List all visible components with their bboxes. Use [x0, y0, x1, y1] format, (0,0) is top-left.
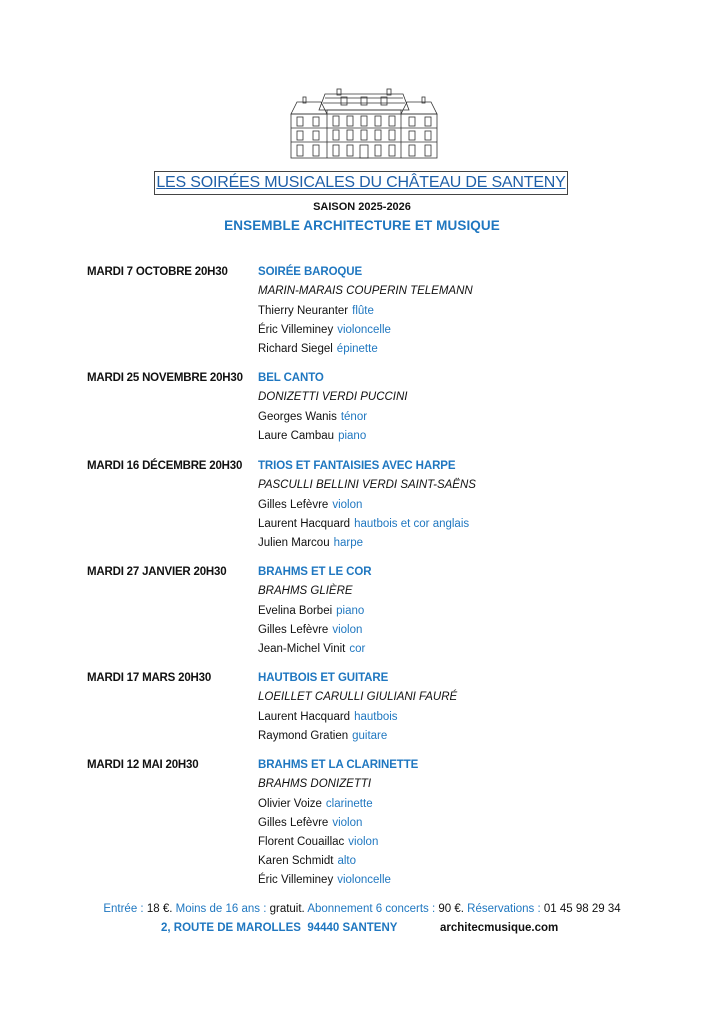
ensemble-name: ENSEMBLE ARCHITECTURE ET MUSIQUE [224, 218, 500, 233]
musician-instrument: guitare [352, 730, 388, 742]
musician-name: Gilles Lefèvre [258, 624, 329, 636]
concert-date: MARDI 16 DÉCEMBRE 20H30 [87, 460, 243, 472]
page-title: LES SOIRÉES MUSICALES DU CHÂTEAU DE SANTENY [156, 174, 566, 191]
concert-title: TRIOS ET FANTAISIES AVEC HARPE [258, 460, 456, 472]
concert-composers: BRAHMS DONIZETTI [258, 778, 372, 790]
musician-item [258, 835, 391, 854]
musician-instrument: violoncelle [337, 324, 391, 336]
musician-instrument: piano [338, 430, 367, 442]
musician-instrument: violon [348, 836, 379, 848]
subscription-label: Abonnement 6 concerts : [307, 903, 436, 915]
musician-name: Thierry Neuranter [258, 305, 349, 317]
entry-value: 18 €. [146, 903, 173, 915]
concert-title: BRAHMS ET LE COR [258, 566, 372, 578]
musician-instrument: flûte [352, 305, 374, 317]
musician-instrument: violon [332, 817, 363, 829]
reservations-phone: 01 45 98 29 34 [543, 903, 621, 915]
concert-composers: BRAHMS GLIÈRE [258, 585, 353, 597]
under16-value: gratuit. [269, 903, 305, 915]
musician-item [258, 536, 469, 555]
musician-instrument: violon [332, 624, 363, 636]
concert-composers: MARIN-MARAIS COUPERIN TELEMANN [258, 285, 473, 297]
concert-title: HAUTBOIS ET GUITARE [258, 672, 389, 684]
musician-item [258, 816, 391, 835]
musician-instrument: alto [337, 855, 356, 867]
musician-name: Laure Cambau [258, 430, 335, 442]
musician-name: Gilles Lefèvre [258, 817, 329, 829]
musician-instrument: harpe [333, 537, 364, 549]
musician-item [258, 429, 367, 448]
title-box [154, 171, 568, 195]
musician-list [258, 797, 391, 892]
musician-instrument: piano [336, 605, 365, 617]
under16-label: Moins de 16 ans : [175, 903, 267, 915]
musician-instrument: ténor [340, 411, 368, 423]
musician-item [258, 323, 391, 342]
musician-name: Richard Siegel [258, 343, 333, 355]
musician-instrument: hautbois et cor anglais [354, 518, 470, 530]
chateau-logo [289, 88, 439, 160]
concert-date: MARDI 25 NOVEMBRE 20H30 [87, 372, 243, 384]
musician-item [258, 642, 365, 661]
musician-name: Evelina Borbei [258, 605, 333, 617]
concert-title: SOIRÉE BAROQUE [258, 266, 363, 278]
musician-instrument: violon [332, 499, 363, 511]
concert-date: MARDI 17 MARS 20H30 [87, 672, 212, 684]
musician-instrument: hautbois [354, 711, 398, 723]
musician-list [258, 304, 391, 361]
musician-name: Florent Couaillac [258, 836, 345, 848]
concert-title: BRAHMS ET LA CLARINETTE [258, 759, 419, 771]
musician-item [258, 873, 391, 892]
musician-instrument: violoncelle [337, 874, 391, 886]
musician-name: Éric Villeminey [258, 324, 334, 336]
musician-item [258, 854, 391, 873]
concert-date: MARDI 27 JANVIER 20H30 [87, 566, 227, 578]
musician-list [258, 604, 365, 661]
musician-item [258, 410, 367, 429]
website-link[interactable]: architecmusique.com [440, 922, 559, 934]
musician-instrument: clarinette [325, 798, 373, 810]
musician-item [258, 342, 391, 361]
musician-list [258, 410, 367, 448]
musician-name: Éric Villeminey [258, 874, 334, 886]
musician-instrument: épinette [336, 343, 378, 355]
musician-item [258, 797, 391, 816]
concert-composers: LOEILLET CARULLI GIULIANI FAURÉ [258, 691, 458, 703]
musician-name: Georges Wanis [258, 411, 337, 423]
concert-title: BEL CANTO [258, 372, 324, 384]
musician-name: Laurent Hacquard [258, 711, 351, 723]
musician-name: Gilles Lefèvre [258, 499, 329, 511]
concert-composers: PASCULLI BELLINI VERDI SAINT-SAËNS [258, 479, 476, 491]
musician-item [258, 604, 365, 623]
musician-name: Raymond Gratien [258, 730, 349, 742]
concert-date: MARDI 7 OCTOBRE 20H30 [87, 266, 228, 278]
musician-name: Julien Marcou [258, 537, 330, 549]
concert-composers: DONIZETTI VERDI PUCCINI [258, 391, 408, 403]
concert-date: MARDI 12 MAI 20H30 [87, 759, 199, 771]
musician-item [258, 710, 398, 729]
musician-list [258, 498, 469, 555]
venue-address: 2, ROUTE DE MAROLLES 94440 SANTENY [161, 922, 398, 934]
musician-name: Olivier Voize [258, 798, 322, 810]
reservations-label: Réservations : [467, 903, 541, 915]
musician-name: Karen Schmidt [258, 855, 334, 867]
musician-item [258, 623, 365, 642]
musician-instrument: cor [349, 643, 366, 655]
subscription-value: 90 €. [438, 903, 464, 915]
musician-item [258, 517, 469, 536]
musician-item [258, 304, 391, 323]
musician-item [258, 729, 398, 748]
musician-name: Laurent Hacquard [258, 518, 351, 530]
season-label: SAISON 2025-2026 [313, 201, 411, 213]
entry-label: Entrée : [103, 903, 144, 915]
musician-list [258, 710, 398, 748]
pricing-info [0, 903, 724, 915]
musician-item [258, 498, 469, 517]
musician-name: Jean-Michel Vinit [258, 643, 346, 655]
